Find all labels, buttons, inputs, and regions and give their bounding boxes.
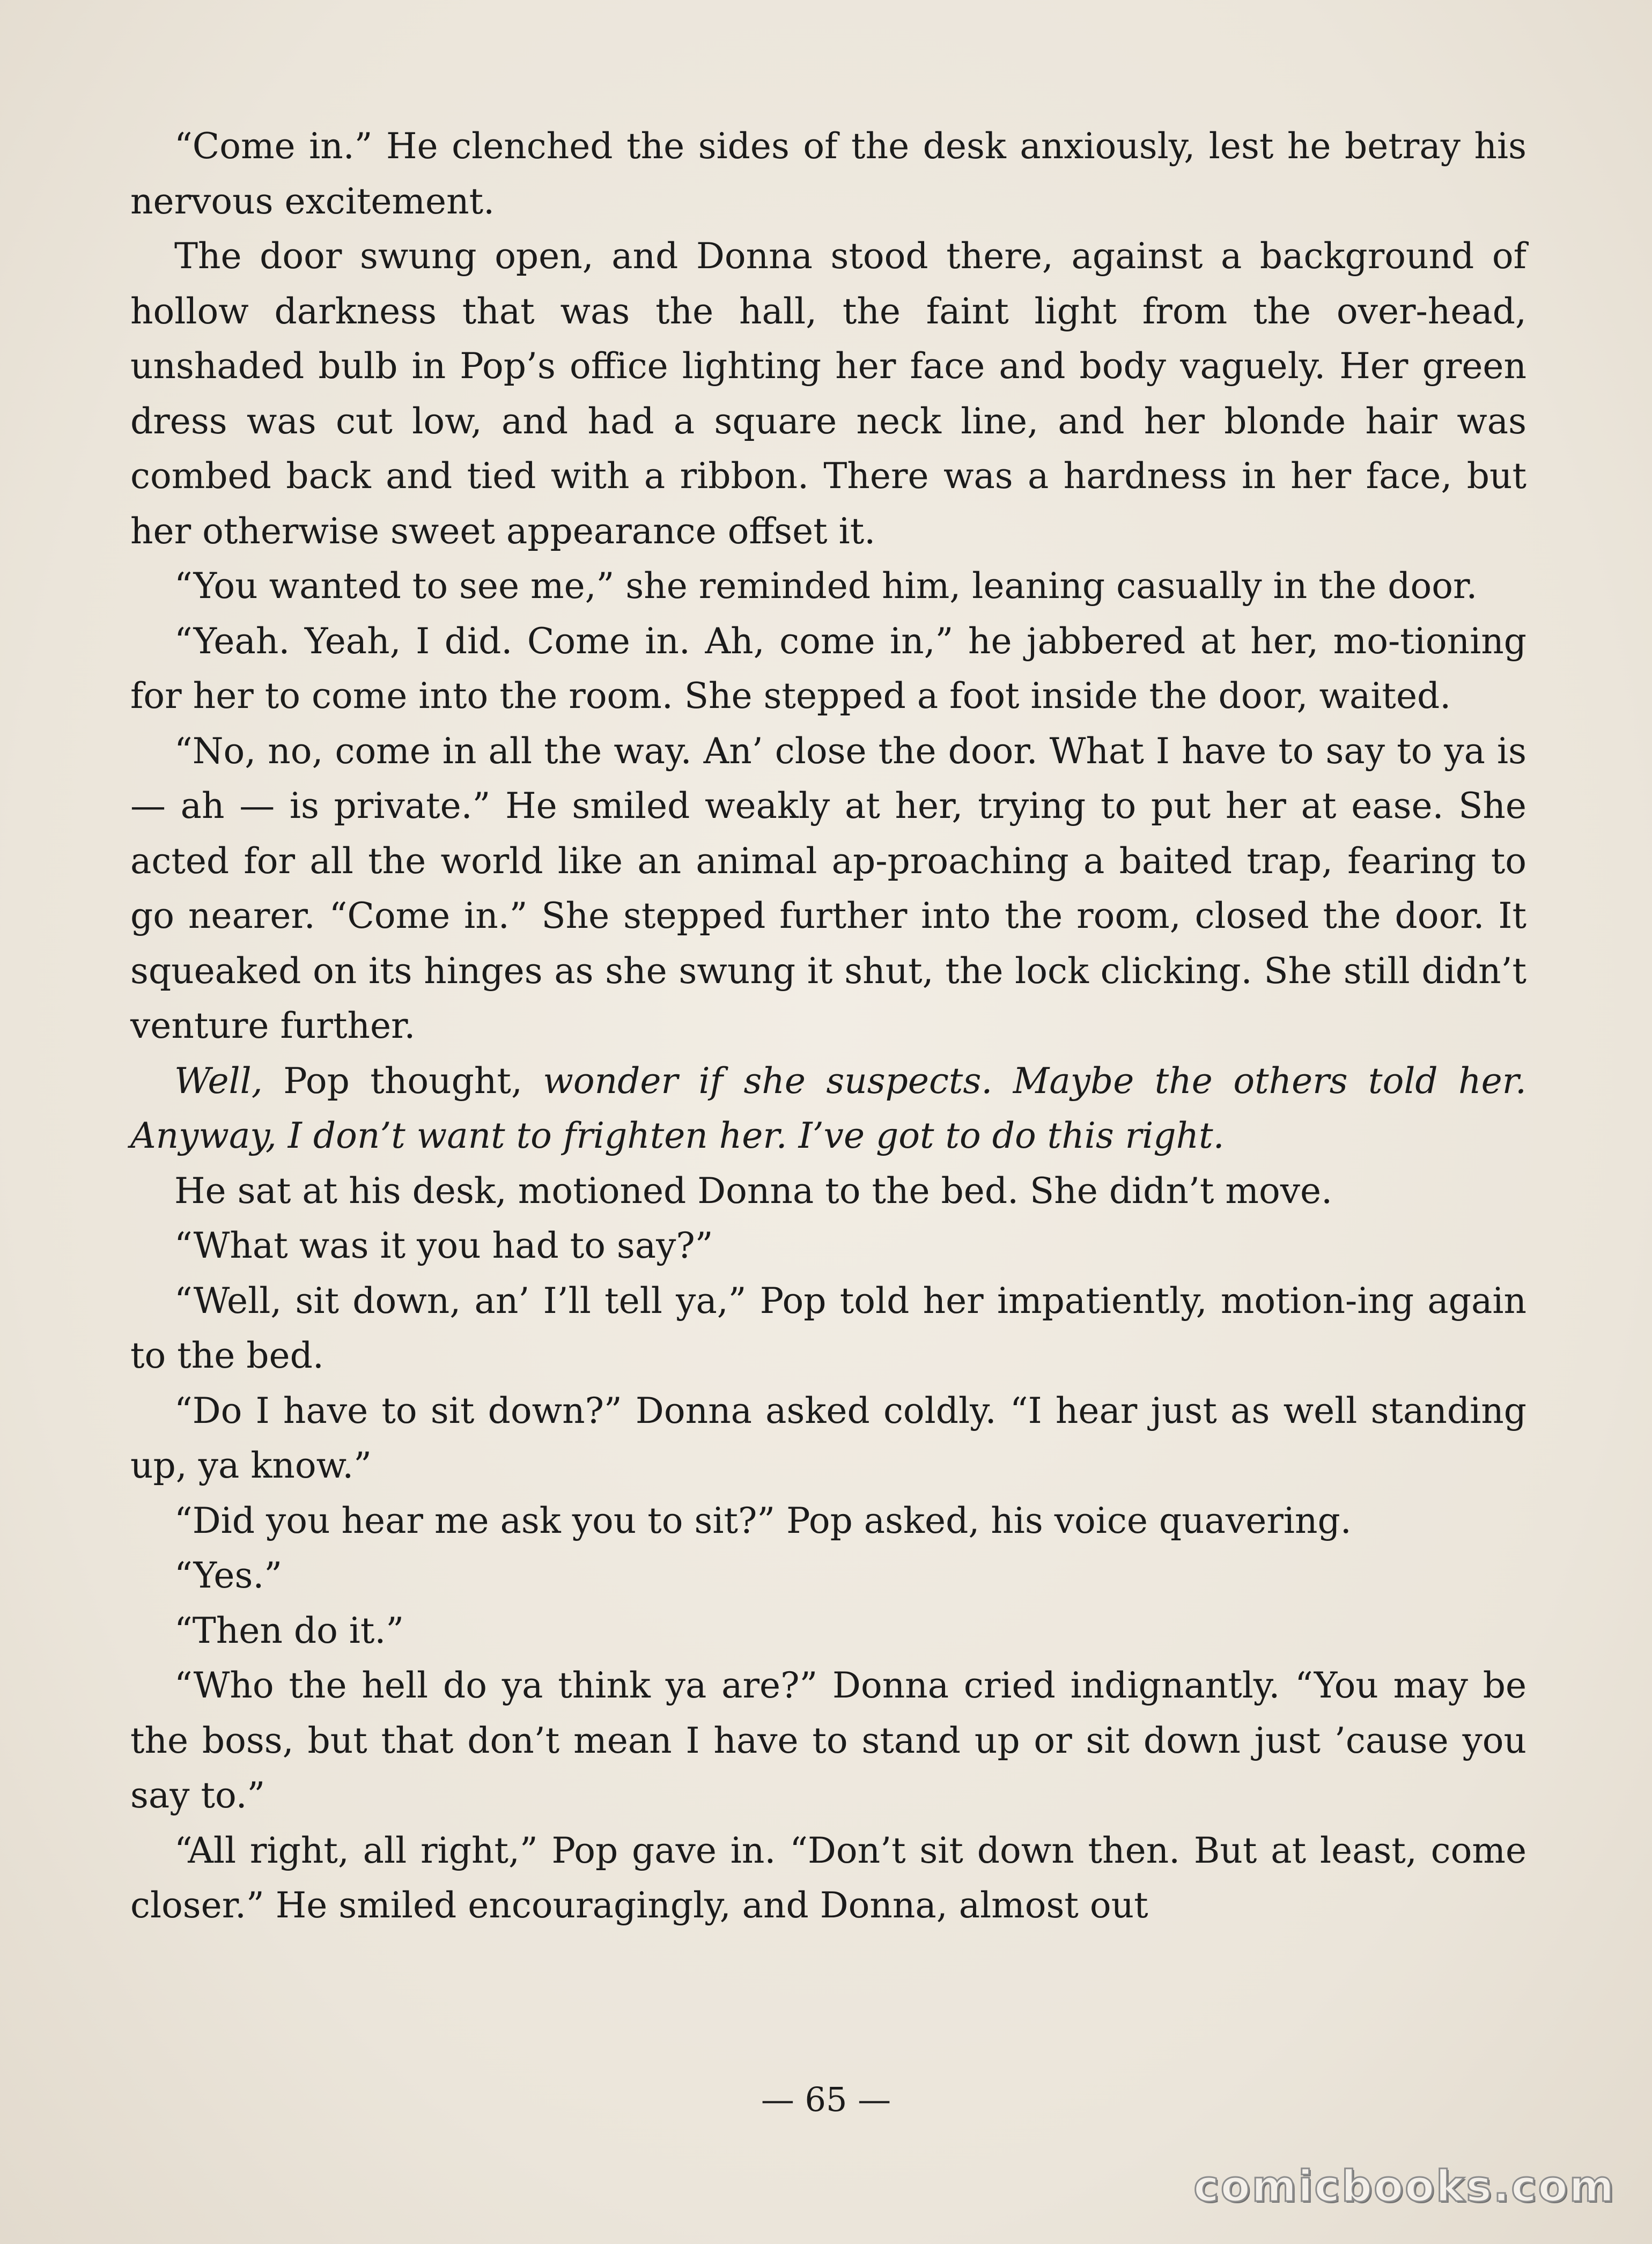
text-segment: He sat at his desk, motioned Donna to the bed. She didn’t move. [174,1170,1333,1212]
text-segment: “Then do it.” [174,1610,404,1651]
paragraph-15-continued [130,1824,1526,1933]
text-segment: “Who the hell do ya think ya are?” Donna cried indignantly. “You may be the boss, but that don’t mean I have to stand up or sit down just ’cause you say to.” [130,1665,1526,1816]
italic-segment: wonder if she suspects. Maybe the others told her. Anyway, I don’t want to frighten her. I’ve got to do this right. [130,1060,1526,1156]
italic-segment: Well, [174,1060,263,1102]
paragraph-12 [130,1548,1526,1604]
text-segment: “All right, all right,” Pop gave in. “Don’t sit down then. But at least, come closer.” He smiled encouragingly, and Donna, almost out [130,1829,1526,1926]
paragraph-1 [130,119,1526,229]
paragraph-3 [130,559,1526,614]
paragraph-6-thought [130,1054,1526,1164]
text-segment: “Do I have to sit down?” Donna asked coldly. “I hear just as well standing up, ya know.” [130,1390,1526,1486]
text-segment: “Did you hear me ask you to sit?” Pop asked, his voice quavering. [174,1500,1352,1541]
paragraph-5 [130,724,1526,1054]
paragraph-10 [130,1384,1526,1494]
paragraph-4 [130,614,1526,724]
page-number: — 65 — [761,2080,891,2119]
paragraph-2 [130,229,1526,559]
text-segment: “You wanted to see me,” she reminded him, leaning casually in the door. [174,565,1478,607]
paragraph-11 [130,1494,1526,1549]
body-text [130,119,1526,1933]
text-segment: “What was it you had to say?” [174,1225,713,1266]
paragraph-9 [130,1274,1526,1384]
text-segment: “No, no, come in all the way. An’ close the door. What I have to say to ya is — ah — is private.” He smiled weakly at her, trying to put her at ease. She acted for all the world like an animal ap-proaching a baited trap, fearing to go nearer. “Come in.” She stepped further into the room, closed the door. It squeaked on its hinges as she swung it shut, the lock clicking. She still didn’t venture further. [130,730,1526,1046]
text-segment: “Yes.” [174,1555,283,1596]
text-segment: “Yeah. Yeah, I did. Come in. Ah, come in,” he jabbered at her, mo-tioning for her to come into the room. She stepped a foot inside the door, waited. [130,620,1526,717]
paragraph-7 [130,1164,1526,1219]
text-segment: The door swung open, and Donna stood there, against a background of hollow darkness that was the hall, the faint light from the over-head, unshaded bulb in Pop’s office lighting her face and body vaguely. Her green dress was cut low, and had a square neck line, and her blonde hair was combed back and tied with a ribbon. There was a hardness in her face, but her otherwise sweet appearance offset it. [130,235,1526,552]
text-segment: “Well, sit down, an’ I’ll tell ya,” Pop told her impatiently, motion-ing again to the bed. [130,1280,1526,1376]
site-watermark: comicbooks.com [1193,2161,1616,2211]
paragraph-14 [130,1658,1526,1824]
text-segment: Pop thought, [262,1060,543,1102]
paragraph-8 [130,1219,1526,1274]
paragraph-13 [130,1604,1526,1659]
text-segment: “Come in.” He clenched the sides of the desk anxiously, lest he betray his nervous excitement. [130,126,1526,222]
